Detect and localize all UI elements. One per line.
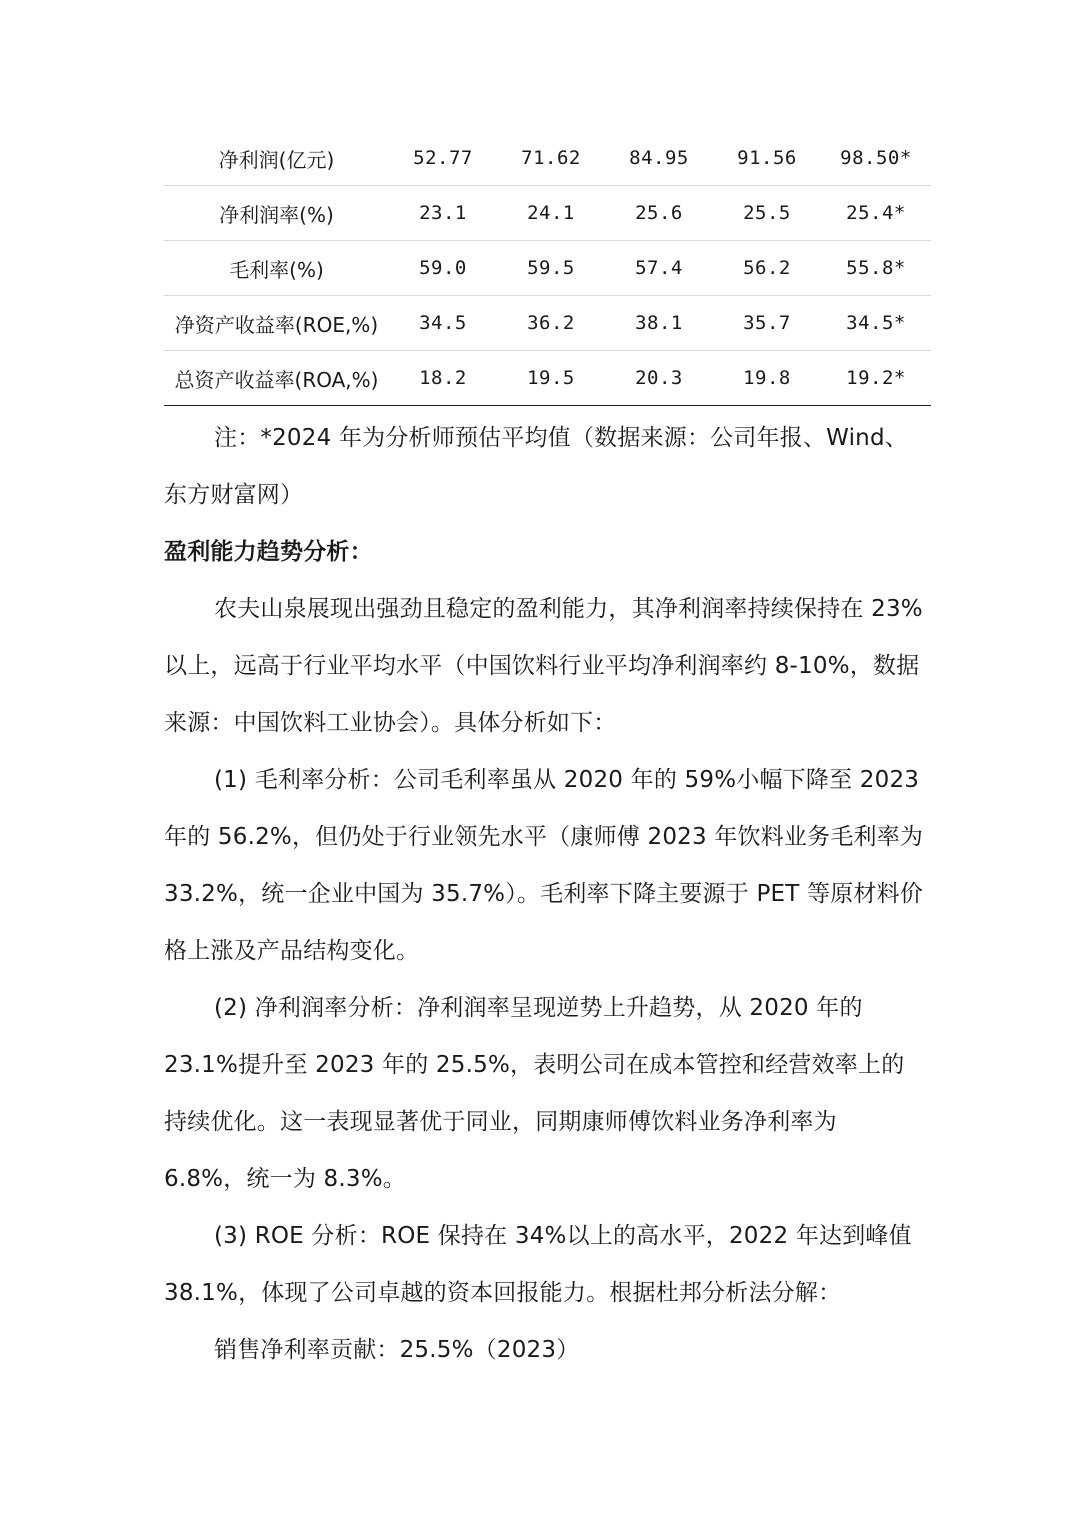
table-cell: 84.95 [605, 131, 713, 186]
table-cell: 52.77 [389, 131, 497, 186]
table-cell: 59.5 [497, 241, 605, 296]
row-label: 净利润率(%) [164, 186, 389, 241]
table-row [164, 241, 931, 296]
table-cell: 38.1 [605, 296, 713, 351]
table-cell: 57.4 [605, 241, 713, 296]
table-cell: 23.1 [389, 186, 497, 241]
table-cell: 34.5* [821, 296, 931, 351]
table-cell: 24.1 [497, 186, 605, 241]
section-heading: 盈利能力趋势分析： [164, 539, 373, 565]
row-label: 总资产收益率(ROA,%) [164, 351, 389, 406]
table-cell: 19.2* [821, 351, 931, 406]
row-label: 净资产收益率(ROE,%) [164, 296, 389, 351]
financial-metrics-table [164, 131, 931, 406]
body-text [164, 410, 924, 1379]
table-cell: 34.5 [389, 296, 497, 351]
table-cell: 25.4* [821, 186, 931, 241]
table-cell: 35.7 [713, 296, 821, 351]
table-cell: 98.50* [821, 131, 931, 186]
table-cell: 36.2 [497, 296, 605, 351]
table-row [164, 186, 931, 241]
table-cell: 19.5 [497, 351, 605, 406]
row-label: 净利润(亿元) [164, 131, 389, 186]
row-label: 毛利率(%) [164, 241, 389, 296]
table-cell: 18.2 [389, 351, 497, 406]
table-cell: 25.6 [605, 186, 713, 241]
table-cell: 20.3 [605, 351, 713, 406]
table-note: 注：*2024 年为分析师预估平均值（数据来源：公司年报、Wind、东方财富网） [164, 425, 908, 508]
net-margin-paragraph: (2) 净利润率分析：净利润率呈现逆势上升趋势，从 2020 年的 23.1%提升至 2023 年的 25.5%，表明公司在成本管控和经营效率上的持续优化。这一表现显著优于同业，同期康师傅饮料业务净利率为 6.8%，统一为 8.3%。 [164, 995, 905, 1192]
dupont-item: 销售净利率贡献：25.5%（2023） [214, 1337, 580, 1363]
table-cell: 71.62 [497, 131, 605, 186]
table-cell: 59.0 [389, 241, 497, 296]
table-cell: 56.2 [713, 241, 821, 296]
intro-paragraph: 农夫山泉展现出强劲且稳定的盈利能力，其净利润率持续保持在 23%以上，远高于行业平均水平（中国饮料行业平均净利润率约 8-10%，数据来源：中国饮料工业协会）。具体分析如下： [164, 596, 923, 736]
table-row [164, 351, 931, 406]
table-cell: 91.56 [713, 131, 821, 186]
table-cell: 25.5 [713, 186, 821, 241]
table-cell: 55.8* [821, 241, 931, 296]
gross-margin-paragraph: (1) 毛利率分析：公司毛利率虽从 2020 年的 59%小幅下降至 2023 年的 56.2%，但仍处于行业领先水平（康师傅 2023 年饮料业务毛利率为 33.2%，统一企业中国为 35.7%）。毛利率下降主要源于 PET 等原材料价格上涨及产品结构变化。 [164, 767, 924, 964]
table-row [164, 131, 931, 186]
table-row [164, 296, 931, 351]
table-cell: 19.8 [713, 351, 821, 406]
roe-paragraph: (3) ROE 分析：ROE 保持在 34%以上的高水平，2022 年达到峰值 38.1%，体现了公司卓越的资本回报能力。根据杜邦分析法分解： [164, 1223, 912, 1306]
